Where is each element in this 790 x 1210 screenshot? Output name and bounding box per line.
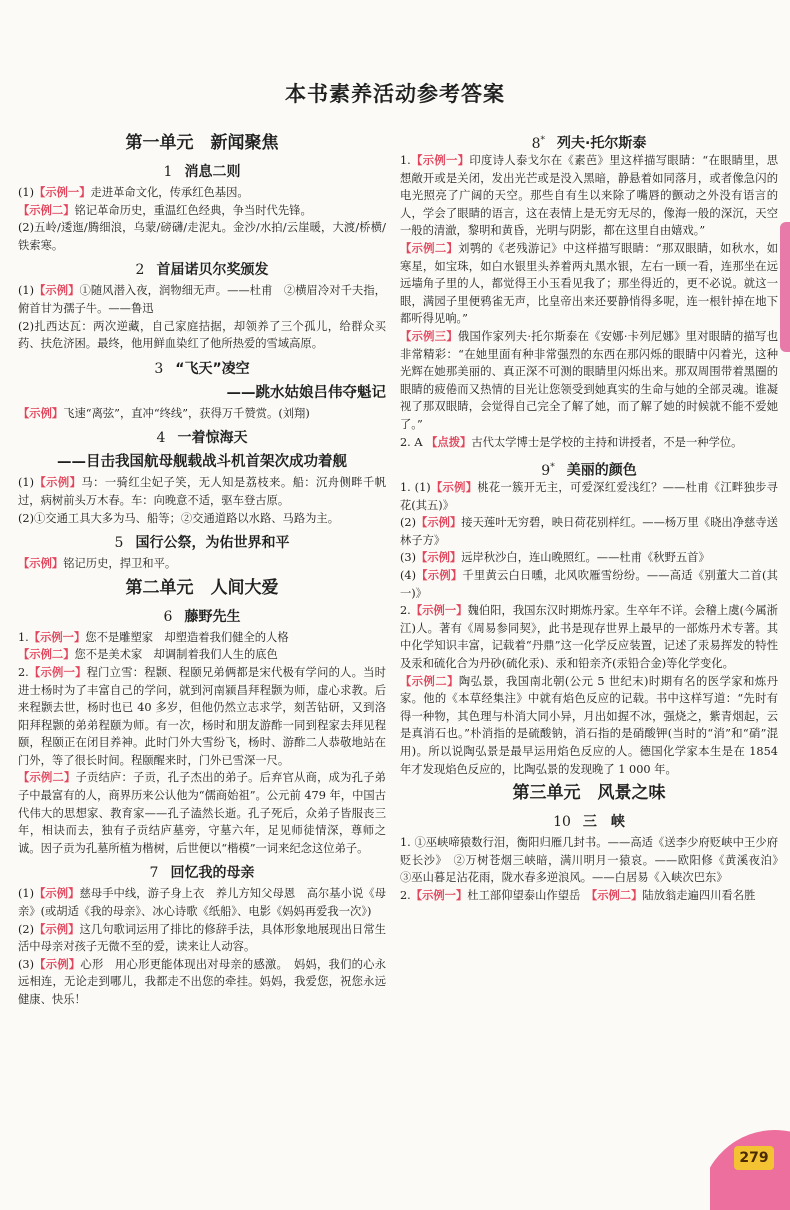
lesson-number: 5 [114,535,124,552]
answer-paragraph: (1)【示例一】走进革命文化，传承红色基因。 [18,186,249,199]
lesson-number: 6 [163,608,173,625]
lesson-heading-7 [18,861,386,885]
example-tag: 【示例三】 [400,329,458,343]
corner-decoration [710,1130,790,1210]
lesson-title: 回忆我的母亲 [170,865,255,882]
lesson-subtitle: ——跳水姑娘吕伟夺魁记 [226,384,386,401]
lesson-heading-1 [18,160,386,184]
answer-paragraph: (4)【示例】千里黄云白日曛，北风吹雁雪纷纷。——高适《别董大二首(其一)》 [400,569,778,600]
lesson-heading-9 [400,455,778,479]
answer-paragraph: (3)【示例】远岸秋沙白，连山晚照红。——杜甫《秋野五首》 [400,551,710,565]
page-title: 本书素养活动参考答案 [285,82,505,106]
answer-paragraph: (1)【示例】慈母手中线，游子身上衣 养儿方知父母恩 高尔基小说《母亲》(或胡适《我的母亲》、冰心诗歌《纸船》、电影《妈妈再爱我一次》) [18,887,386,919]
lesson-title: 消息二则 [184,164,241,180]
answer-paragraph: 2.【示例一】程门立雪：程颢、程颐兄弟俩都是宋代极有学问的人。当时进士杨时为了丰富自己的学问，就到河南颍昌拜程颢为师，虚心求教。后来程颢去世，杨时也已 40 多岁，但他仍然立志求学，刻苦钻研，又到洛阳拜程颢的弟弟程颐为师。有一次，杨时和朋友游酢一同到程家去拜见程颐，程颐正在闭目养神。此时门外大雪纷飞，杨时、游酢二人恭敬地站在门外，等了很长时间。程颐醒来时，门外已雪深一尺。 [18,665,386,767]
lesson-heading-5 [18,531,386,555]
answer-paragraph: 【示例二】刘鹗的《老残游记》中这样描写眼睛：“那双眼睛，如秋水，如寒星，如宝珠，如白水银里头养着两丸黑水银，左右一顾一看，连那坐在远远墙角子里的人，都觉得王小玉看见我了；那坐得近的，更不必说。就这一眼，满园子里便鸦雀无声，比皇帝出来还要静悄得多呢，连一根针掉在地下都听得见响。” [400,241,778,326]
lesson-number: 7 [149,865,159,882]
lesson-number: 3 [154,360,164,377]
lesson-heading-6 [18,605,386,629]
lesson-number: 9* [541,462,555,479]
answer-paragraph: 【示例二】铭记革命历史，重温红色经典，争当时代先锋。 [18,203,312,217]
answer-paragraph: 【示例三】俄国作家列夫·托尔斯泰在《安娜·卡列尼娜》里对眼睛的描写也非常精彩：“在她里面有种非常强烈的东西在那闪烁的眼睛中闪着光，这种光辉在她那美丽的、真正深不可测的眼睛里闪烁出来。那双周围带着黑圈的眼睛的疲倦而又热情的目光让您领受到她真实的生命与她的全部灵魂。谁凝视了那双眼睛，会觉得自己完全了解了她，而了解了她的时候就不能不爱她了。” [400,329,778,431]
lesson-title: 一着惊海天 [177,430,248,447]
answer-paragraph: (2)五岭/逶迤/腾细浪，乌蒙/磅礴/走泥丸。金沙/水拍/云崖暖，大渡/桥横/铁索寒。 [18,221,386,252]
answer-paragraph: 2. A 【点拨】古代太学博士是学校的主持和讲授者，不是一种学位。 [400,435,743,449]
answer-paragraph: 【示例二】您不是美术家 却调制着我们人生的底色 [18,648,278,662]
lesson-title: “飞天”凌空 [175,360,250,377]
lesson-heading-3 [18,357,386,381]
answer-paragraph: 【示例二】子贡结庐：子贡，孔子杰出的弟子。后弃官从商，成为孔子弟子中最富有的人，商界历来公认他为“儒商始祖”。公元前 479 年，中国古代伟大的思想家、教育家——孔子溘然长逝。孔子死后，众弟子皆服丧三年，相诀而去，独有子贡结庐墓旁，守墓六年，足见师徒情深，尊师之诚。因子贡为孔墓所植为楷树，后世便以“楷模”一词来纪念这位弟子。 [18,771,386,855]
left-column [18,128,386,1009]
lesson-number: 2 [135,262,145,279]
answer-paragraph: (2)①交通工具大多为马、船等；②交通道路以水路、马路为主。 [18,511,340,525]
lesson-heading-2 [18,258,386,282]
example-tag: 【示例】 [34,476,82,490]
example-tag: 【示例二】 [18,771,76,785]
answer-paragraph: 【示例】铭记历史，捍卫和平。 [18,557,177,571]
answer-paragraph: (2)【示例】接天莲叶无穷碧，映日荷花别样红。——杨万里《晓出净慈寺送林子方》 [400,516,778,547]
example-tag: 【示例一】 [410,154,470,167]
answer-paragraph: (1)【示例】马：一骑红尘妃子笑，无人知是荔枝来。船：沉舟侧畔千帆过，病树前头万木春。车：向晚意不适，驱车登古原。 [18,476,386,507]
example-tag: 【示例】 [416,516,462,530]
example-tag: 【示例二】 [400,674,459,688]
example-tag: 【示例二】 [400,241,459,255]
example-tag: 【示例一】 [28,630,86,644]
lesson-number: 10 [553,814,571,831]
answer-paragraph: 2.【示例一】杜工部仰望泰山作望岳 【示例二】陆放翁走遍四川看名胜 [400,888,756,902]
lesson-heading-8 [400,128,778,152]
example-tag: 【示例二】 [591,888,643,902]
unit-heading-2: 第二单元 人间大爱 [125,577,279,598]
answer-paragraph: (3)【示例】心形 用心形更能体现出对母亲的感激。 妈妈，我们的心永远相连，无论走到哪儿，我都走不出您的牵挂。妈妈，我爱您，祝您永远健康、快乐！ [18,957,386,1006]
answer-paragraph: 【示例二】陶弘景，我国南北朝(公元 5 世纪末)时期有名的医学家和炼丹家。他的《本草经集注》中就有焰色反应的记载。书中这样写道：“先时有得一种物，其色理与朴消大同小异，月出如握不冰，强烧之，紫青烟起，云是真消石也。”朴消指的是硫酸钠，消石指的是硝酸钾(当时的“消”和“硝”混用)。所以说陶弘景是最早运用焰色反应的人。德国化学家本生是在 1854 年才发现焰色反应的，比陶弘景的发现晚了 1 000 年。 [400,674,778,776]
example-tag: 【示例】 [34,284,80,298]
example-tag: 【示例】 [416,569,463,583]
example-tag: 【示例】 [430,481,478,495]
unit-heading-1: 第一单元 新闻聚焦 [125,133,279,153]
example-tag: 【示例】 [18,406,64,420]
example-tag: 【示例一】 [34,186,91,199]
example-tag: 【示例二】 [18,203,75,217]
lesson-title: 美丽的颜色 [566,462,637,479]
lesson-title: 列夫·托尔斯泰 [557,135,647,152]
example-tag: 【示例二】 [18,648,75,662]
right-column [400,128,790,905]
answer-paragraph: 2.【示例一】魏伯阳，我国东汉时期炼丹家。生卒年不详。会稽上虞(今属浙江)人。著有《周易参同契》，此书是现存世界上最早的一部炼丹术专著。其中化学知识丰富，记载着“丹鼎”这一化学反应装置，记述了汞易挥发的特性及汞和硫化合为丹砂(硫化汞)、汞和铅亲齐(汞铅合金)等化学变化。 [400,604,778,671]
example-tag: 【示例】 [416,551,462,565]
lesson-title: 藤野先生 [184,608,241,625]
lesson-title: 首届诺贝尔奖颁发 [156,262,269,279]
answer-paragraph: 【示例】飞速“离弦”，直冲“终线”，获得万千赞赏。(刘翔) [18,406,310,420]
lesson-subtitle: ——目击我国航母舰载战斗机首架次成功着舰 [57,454,347,471]
lesson-heading-10 [400,810,778,834]
hint-tag: 【点拨】 [426,435,472,449]
side-tab-marker [780,222,790,352]
unit-heading-3: 第三单元 风景之味 [512,783,666,804]
lesson-title: 三 峡 [582,814,625,831]
example-tag: 【示例一】 [28,665,87,679]
example-tag: 【示例一】 [410,604,468,618]
lesson-title: 国行公祭，为佑世界和平 [135,535,290,552]
example-tag: 【示例】 [34,887,80,901]
lesson-number: 8* [531,135,546,152]
answer-paragraph: (2)【示例】这几句歌词运用了排比的修辞手法，具体形象地展现出日常生活中母亲对孩子无微不至的爱，读来让人动容。 [18,922,386,954]
example-tag: 【示例一】 [410,888,468,902]
page-number: 279 [734,1146,774,1170]
example-tag: 【示例】 [34,922,80,936]
answer-paragraph: 1.【示例一】您不是雕塑家 却塑造着我们健全的人格 [18,630,289,644]
lesson-heading-4 [18,426,386,450]
answer-paragraph: (2)扎西达瓦：两次逆藏，自己家庭拮据，却领养了三个孤儿，给群众买药、扶危济困。最终，他用鲜血染红了他所热爱的雪域高原。 [18,319,386,351]
example-tag: 【示例】 [34,957,81,971]
lesson-number: 4 [156,430,166,447]
answer-paragraph: 1. (1)【示例】桃花一簇开无主，可爱深红爱浅红？——杜甫《江畔独步寻花(其五)》 [400,481,778,512]
lesson-number: 1 [163,164,173,180]
answer-paragraph: 1.【示例一】印度诗人泰戈尔在《素芭》里这样描写眼睛：“在眼睛里，思想敞开或是关闭，发出光芒或是没入黑暗，静悬着如同落月，或者像急闪的电光照亮了广阔的天空。那些自有生以来除了嘴唇的颤动之外没有语言的人，学会了眼睛的语言，这在表情上是无穷无尽的，像海一般的深沉，天空一般的清澈，黎明和黄昏，光明与阴影，都在这里自由嬉戏。” [400,154,778,238]
answer-paragraph: 1. ①巫峡啼猿数行泪，衡阳归雁几封书。——高适《送李少府贬峡中王少府贬长沙》 ②万树苍烟三峡暗，满川明月一猿哀。——欧阳修《黄溪夜泊》 ③巫山暮足沾花雨，陇水春多逆浪风。——白居易《入峡次巴东》 [400,836,790,885]
example-tag: 【示例】 [18,557,64,571]
answer-paragraph: (1)【示例】①随风潜入夜，润物细无声。——杜甫 ②横眉冷对千夫指，俯首甘为孺子牛。——鲁迅 [18,284,386,315]
